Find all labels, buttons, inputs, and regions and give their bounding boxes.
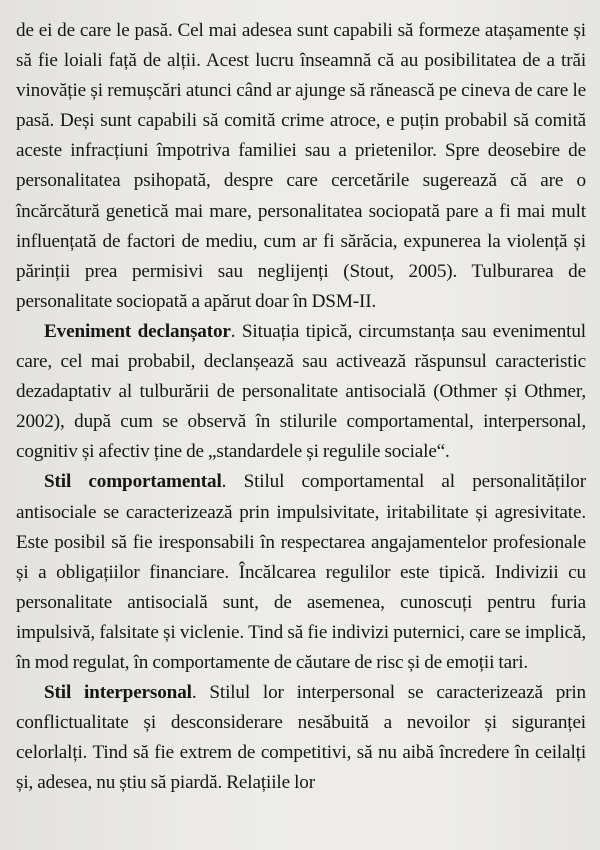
paragraph-heading: Stil interpersonal [44, 682, 192, 704]
paragraph-stil-interpersonal [16, 678, 586, 798]
paragraph-eveniment-declansator [16, 317, 586, 467]
paragraph-text: . Stilul comportamental al personalităților antisociale se caracterizează prin impulsivitate, iritabilitate și agresivitate. Este posibil să fie iresponsabili în respectarea angajamentelor profesionale și a obligațiilor financiare. Încălcarea regulilor este tipică. Indivizii cu personalitate antisocială sunt, de asemenea, cunoscuți pentru furia impulsivă, falsitate și viclenie. Tind să fie indivizi puternici, care se implică, în mod regulat, în comportamente de căutare de risc și de emoții tari. [16, 471, 586, 673]
paragraph-heading: Stil comportamental [44, 471, 222, 493]
paragraph-text: . Situația tipică, circumstanța sau evenimentul care, cel mai probabil, declanșează sau activează răspunsul caracteristic dezadaptativ al tulburării de personalitate antisocială (Othmer și Othmer, 2002), după cum se observă în stilurile comportamental, interpersonal, cognitiv și afectiv ține de „standardele și regulile sociale“. [16, 320, 586, 463]
paragraph-continuation [16, 16, 586, 317]
paragraph-text: . Stilul lor interpersonal se caracterizează prin conflictualitate și desconsiderare nesăbuită a nevoilor și siguranței celorlalți. Tind să fie extrem de competitivi, să nu aibă încredere în ceilalți și, adesea, nu știu să piardă. Relațiile lor [16, 682, 586, 794]
paragraph-text: de ei de care le pasă. Cel mai adesea sunt capabili să formeze atașamente și să fie loiali față de alții. Acest lucru înseamnă că au posibilitatea de a trăi vinovăție și remușcări atunci când ar ajunge să rănească pe cineva de care le pasă. Deși sunt capabili să comită crime atroce, e puțin probabil să comită aceste infracțiuni împotriva familiei sau a prietenilor. Spre deosebire de personalitatea psihopată, despre care cercetările sugerează că are o încărcătură genetică mai mare, personalitatea sociopată pare a fi mai mult influențată de factori de mediu, cum ar fi sărăcia, expunerea la violență și părinții prea permisivi sau neglijenți (Stout, 2005). Tulburarea de personalitate sociopată a apărut doar în DSM-II. [16, 20, 586, 312]
paragraph-stil-comportamental [16, 467, 586, 678]
paragraph-heading: Eveniment declanșator [44, 320, 231, 342]
